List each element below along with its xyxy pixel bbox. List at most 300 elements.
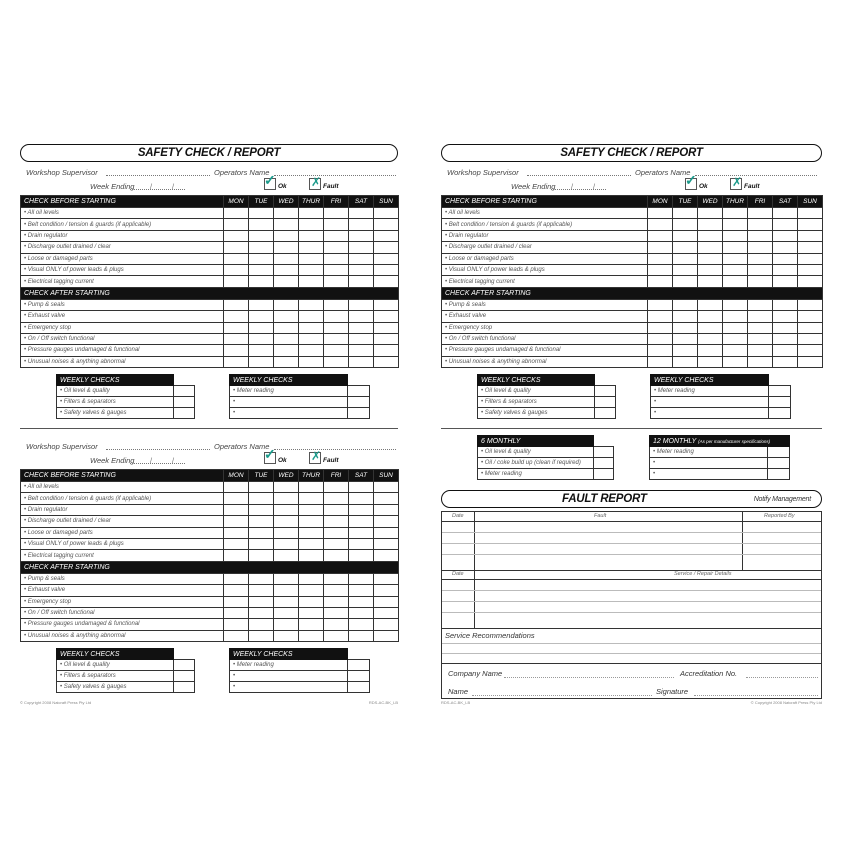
- check-cell[interactable]: [224, 516, 249, 527]
- check-cell[interactable]: [324, 253, 349, 264]
- check-cell[interactable]: [374, 596, 399, 607]
- check-cell[interactable]: [249, 504, 274, 515]
- check-cell[interactable]: [648, 299, 673, 310]
- check-cell[interactable]: [698, 230, 723, 241]
- check-cell[interactable]: [723, 322, 748, 333]
- check-cell[interactable]: [349, 516, 374, 527]
- check-cell[interactable]: [773, 345, 798, 356]
- check-cell[interactable]: [249, 208, 274, 219]
- check-cell[interactable]: [274, 585, 299, 596]
- check-cell[interactable]: [374, 356, 399, 367]
- check-cell[interactable]: [773, 208, 798, 219]
- check-cell[interactable]: [594, 408, 615, 419]
- check-cell[interactable]: [374, 538, 399, 549]
- check-cell[interactable]: [299, 276, 324, 287]
- check-cell[interactable]: [274, 607, 299, 618]
- check-cell[interactable]: [673, 264, 698, 275]
- check-cell[interactable]: [224, 219, 249, 230]
- name-field[interactable]: [472, 695, 652, 696]
- check-cell[interactable]: [299, 630, 324, 641]
- check-cell[interactable]: [773, 242, 798, 253]
- check-cell[interactable]: [224, 573, 249, 584]
- check-cell[interactable]: [224, 264, 249, 275]
- check-cell[interactable]: [349, 208, 374, 219]
- check-cell[interactable]: [274, 573, 299, 584]
- check-cell[interactable]: [349, 253, 374, 264]
- operator-field[interactable]: [695, 175, 817, 176]
- check-cell[interactable]: [349, 230, 374, 241]
- check-cell[interactable]: [768, 447, 790, 458]
- check-cell[interactable]: [673, 276, 698, 287]
- check-cell[interactable]: [798, 345, 823, 356]
- check-cell[interactable]: [299, 345, 324, 356]
- check-cell[interactable]: [349, 356, 374, 367]
- check-cell[interactable]: [299, 311, 324, 322]
- check-cell[interactable]: [773, 333, 798, 344]
- check-cell[interactable]: [349, 619, 374, 630]
- check-cell[interactable]: [648, 345, 673, 356]
- check-cell[interactable]: [374, 630, 399, 641]
- check-cell[interactable]: [773, 253, 798, 264]
- check-cell[interactable]: [324, 538, 349, 549]
- check-cell[interactable]: [224, 482, 249, 493]
- check-cell[interactable]: [648, 322, 673, 333]
- check-cell[interactable]: [798, 253, 823, 264]
- check-cell[interactable]: [349, 550, 374, 561]
- check-cell[interactable]: [274, 242, 299, 253]
- check-cell[interactable]: [748, 345, 773, 356]
- check-cell[interactable]: [274, 264, 299, 275]
- check-cell[interactable]: [349, 482, 374, 493]
- check-cell[interactable]: [299, 322, 324, 333]
- check-cell[interactable]: [324, 208, 349, 219]
- check-cell[interactable]: [224, 585, 249, 596]
- check-cell[interactable]: [299, 253, 324, 264]
- check-cell[interactable]: [594, 447, 614, 458]
- check-cell[interactable]: [249, 322, 274, 333]
- check-cell[interactable]: [173, 408, 194, 419]
- check-cell[interactable]: [299, 607, 324, 618]
- check-cell[interactable]: [748, 356, 773, 367]
- check-cell[interactable]: [299, 619, 324, 630]
- check-cell[interactable]: [224, 242, 249, 253]
- check-cell[interactable]: [274, 493, 299, 504]
- check-cell[interactable]: [324, 619, 349, 630]
- check-cell[interactable]: [698, 253, 723, 264]
- check-cell[interactable]: [274, 550, 299, 561]
- check-cell[interactable]: [374, 619, 399, 630]
- check-cell[interactable]: [723, 276, 748, 287]
- accreditation-field[interactable]: [746, 677, 818, 678]
- check-cell[interactable]: [299, 356, 324, 367]
- check-cell[interactable]: [224, 619, 249, 630]
- check-cell[interactable]: [723, 333, 748, 344]
- check-cell[interactable]: [173, 660, 194, 671]
- check-cell[interactable]: [769, 386, 791, 397]
- check-cell[interactable]: [324, 264, 349, 275]
- check-cell[interactable]: [324, 573, 349, 584]
- check-cell[interactable]: [698, 333, 723, 344]
- check-cell[interactable]: [224, 333, 249, 344]
- check-cell[interactable]: [768, 469, 790, 480]
- check-cell[interactable]: [673, 208, 698, 219]
- check-cell[interactable]: [274, 276, 299, 287]
- check-cell[interactable]: [374, 345, 399, 356]
- check-cell[interactable]: [374, 311, 399, 322]
- check-cell[interactable]: [374, 219, 399, 230]
- check-cell[interactable]: [349, 219, 374, 230]
- check-cell[interactable]: [324, 333, 349, 344]
- check-cell[interactable]: [349, 242, 374, 253]
- check-cell[interactable]: [648, 253, 673, 264]
- check-cell[interactable]: [224, 299, 249, 310]
- check-cell[interactable]: [698, 311, 723, 322]
- check-cell[interactable]: [274, 333, 299, 344]
- check-cell[interactable]: [698, 322, 723, 333]
- check-cell[interactable]: [173, 682, 194, 693]
- check-cell[interactable]: [224, 504, 249, 515]
- check-cell[interactable]: [249, 345, 274, 356]
- check-cell[interactable]: [773, 230, 798, 241]
- check-cell[interactable]: [374, 527, 399, 538]
- check-cell[interactable]: [249, 299, 274, 310]
- check-cell[interactable]: [648, 230, 673, 241]
- check-cell[interactable]: [374, 607, 399, 618]
- check-cell[interactable]: [274, 538, 299, 549]
- check-cell[interactable]: [648, 333, 673, 344]
- check-cell[interactable]: [299, 493, 324, 504]
- check-cell[interactable]: [349, 538, 374, 549]
- check-cell[interactable]: [173, 671, 194, 682]
- check-cell[interactable]: [224, 276, 249, 287]
- check-cell[interactable]: [748, 230, 773, 241]
- check-cell[interactable]: [349, 264, 374, 275]
- check-cell[interactable]: [224, 596, 249, 607]
- check-cell[interactable]: [374, 253, 399, 264]
- week-ending-field[interactable]: [130, 463, 185, 464]
- check-cell[interactable]: [299, 527, 324, 538]
- check-cell[interactable]: [274, 208, 299, 219]
- check-cell[interactable]: [374, 264, 399, 275]
- supervisor-field[interactable]: [527, 175, 631, 176]
- check-cell[interactable]: [224, 253, 249, 264]
- check-cell[interactable]: [274, 527, 299, 538]
- check-cell[interactable]: [249, 573, 274, 584]
- check-cell[interactable]: [723, 311, 748, 322]
- check-cell[interactable]: [274, 230, 299, 241]
- check-cell[interactable]: [324, 345, 349, 356]
- check-cell[interactable]: [299, 596, 324, 607]
- check-cell[interactable]: [224, 311, 249, 322]
- check-cell[interactable]: [324, 219, 349, 230]
- week-ending-field[interactable]: [551, 189, 606, 190]
- check-cell[interactable]: [274, 596, 299, 607]
- check-cell[interactable]: [324, 322, 349, 333]
- check-cell[interactable]: [249, 516, 274, 527]
- check-cell[interactable]: [723, 208, 748, 219]
- check-cell[interactable]: [698, 242, 723, 253]
- check-cell[interactable]: [349, 630, 374, 641]
- check-cell[interactable]: [673, 345, 698, 356]
- check-cell[interactable]: [648, 264, 673, 275]
- check-cell[interactable]: [324, 527, 349, 538]
- check-cell[interactable]: [349, 345, 374, 356]
- check-cell[interactable]: [798, 242, 823, 253]
- check-cell[interactable]: [594, 386, 615, 397]
- check-cell[interactable]: [698, 356, 723, 367]
- check-cell[interactable]: [374, 322, 399, 333]
- check-cell[interactable]: [249, 242, 274, 253]
- check-cell[interactable]: [299, 242, 324, 253]
- check-cell[interactable]: [249, 264, 274, 275]
- check-cell[interactable]: [249, 253, 274, 264]
- check-cell[interactable]: [698, 219, 723, 230]
- supervisor-field[interactable]: [106, 175, 210, 176]
- check-cell[interactable]: [798, 264, 823, 275]
- check-cell[interactable]: [324, 516, 349, 527]
- check-cell[interactable]: [723, 219, 748, 230]
- check-cell[interactable]: [249, 493, 274, 504]
- check-cell[interactable]: [348, 397, 370, 408]
- check-cell[interactable]: [349, 299, 374, 310]
- check-cell[interactable]: [798, 230, 823, 241]
- check-cell[interactable]: [324, 482, 349, 493]
- check-cell[interactable]: [773, 276, 798, 287]
- operator-field[interactable]: [274, 175, 396, 176]
- check-cell[interactable]: [374, 573, 399, 584]
- check-cell[interactable]: [374, 276, 399, 287]
- check-cell[interactable]: [173, 397, 194, 408]
- check-cell[interactable]: [224, 356, 249, 367]
- supervisor-field[interactable]: [106, 449, 210, 450]
- check-cell[interactable]: [349, 276, 374, 287]
- check-cell[interactable]: [374, 516, 399, 527]
- check-cell[interactable]: [798, 299, 823, 310]
- check-cell[interactable]: [723, 253, 748, 264]
- check-cell[interactable]: [673, 242, 698, 253]
- check-cell[interactable]: [249, 482, 274, 493]
- check-cell[interactable]: [748, 208, 773, 219]
- check-cell[interactable]: [673, 230, 698, 241]
- check-cell[interactable]: [249, 596, 274, 607]
- check-cell[interactable]: [274, 322, 299, 333]
- check-cell[interactable]: [299, 299, 324, 310]
- check-cell[interactable]: [274, 630, 299, 641]
- check-cell[interactable]: [324, 607, 349, 618]
- check-cell[interactable]: [698, 345, 723, 356]
- check-cell[interactable]: [224, 607, 249, 618]
- check-cell[interactable]: [324, 585, 349, 596]
- check-cell[interactable]: [648, 219, 673, 230]
- operator-field[interactable]: [274, 449, 396, 450]
- check-cell[interactable]: [698, 264, 723, 275]
- check-cell[interactable]: [274, 619, 299, 630]
- check-cell[interactable]: [798, 333, 823, 344]
- check-cell[interactable]: [249, 538, 274, 549]
- check-cell[interactable]: [748, 219, 773, 230]
- check-cell[interactable]: [648, 311, 673, 322]
- check-cell[interactable]: [594, 458, 614, 469]
- check-cell[interactable]: [224, 493, 249, 504]
- check-cell[interactable]: [348, 671, 370, 682]
- check-cell[interactable]: [673, 322, 698, 333]
- check-cell[interactable]: [324, 596, 349, 607]
- check-cell[interactable]: [798, 219, 823, 230]
- check-cell[interactable]: [349, 322, 374, 333]
- check-cell[interactable]: [224, 550, 249, 561]
- check-cell[interactable]: [249, 527, 274, 538]
- check-cell[interactable]: [349, 311, 374, 322]
- check-cell[interactable]: [349, 585, 374, 596]
- check-cell[interactable]: [773, 299, 798, 310]
- check-cell[interactable]: [299, 550, 324, 561]
- check-cell[interactable]: [324, 230, 349, 241]
- check-cell[interactable]: [768, 458, 790, 469]
- check-cell[interactable]: [748, 299, 773, 310]
- check-cell[interactable]: [348, 660, 370, 671]
- check-cell[interactable]: [673, 356, 698, 367]
- check-cell[interactable]: [299, 504, 324, 515]
- check-cell[interactable]: [274, 311, 299, 322]
- week-ending-field[interactable]: [130, 189, 185, 190]
- check-cell[interactable]: [648, 356, 673, 367]
- check-cell[interactable]: [374, 242, 399, 253]
- check-cell[interactable]: [769, 408, 791, 419]
- check-cell[interactable]: [648, 242, 673, 253]
- check-cell[interactable]: [224, 230, 249, 241]
- check-cell[interactable]: [698, 208, 723, 219]
- check-cell[interactable]: [249, 585, 274, 596]
- check-cell[interactable]: [274, 482, 299, 493]
- check-cell[interactable]: [723, 299, 748, 310]
- check-cell[interactable]: [594, 469, 614, 480]
- check-cell[interactable]: [249, 607, 274, 618]
- check-cell[interactable]: [299, 219, 324, 230]
- check-cell[interactable]: [249, 311, 274, 322]
- check-cell[interactable]: [224, 208, 249, 219]
- check-cell[interactable]: [224, 345, 249, 356]
- check-cell[interactable]: [274, 299, 299, 310]
- check-cell[interactable]: [748, 311, 773, 322]
- check-cell[interactable]: [748, 242, 773, 253]
- check-cell[interactable]: [798, 322, 823, 333]
- check-cell[interactable]: [673, 253, 698, 264]
- check-cell[interactable]: [249, 230, 274, 241]
- check-cell[interactable]: [374, 493, 399, 504]
- check-cell[interactable]: [748, 276, 773, 287]
- check-cell[interactable]: [723, 356, 748, 367]
- check-cell[interactable]: [274, 516, 299, 527]
- check-cell[interactable]: [249, 276, 274, 287]
- check-cell[interactable]: [673, 333, 698, 344]
- check-cell[interactable]: [224, 322, 249, 333]
- check-cell[interactable]: [723, 264, 748, 275]
- check-cell[interactable]: [374, 299, 399, 310]
- check-cell[interactable]: [748, 253, 773, 264]
- check-cell[interactable]: [748, 322, 773, 333]
- check-cell[interactable]: [299, 333, 324, 344]
- check-cell[interactable]: [348, 682, 370, 693]
- check-cell[interactable]: [374, 230, 399, 241]
- check-cell[interactable]: [324, 550, 349, 561]
- check-cell[interactable]: [673, 299, 698, 310]
- check-cell[interactable]: [773, 356, 798, 367]
- check-cell[interactable]: [723, 230, 748, 241]
- check-cell[interactable]: [299, 264, 324, 275]
- check-cell[interactable]: [274, 356, 299, 367]
- check-cell[interactable]: [773, 264, 798, 275]
- check-cell[interactable]: [299, 585, 324, 596]
- check-cell[interactable]: [249, 356, 274, 367]
- check-cell[interactable]: [324, 493, 349, 504]
- check-cell[interactable]: [374, 504, 399, 515]
- check-cell[interactable]: [249, 550, 274, 561]
- check-cell[interactable]: [374, 208, 399, 219]
- check-cell[interactable]: [798, 208, 823, 219]
- check-cell[interactable]: [249, 219, 274, 230]
- check-cell[interactable]: [748, 264, 773, 275]
- check-cell[interactable]: [299, 482, 324, 493]
- check-cell[interactable]: [698, 299, 723, 310]
- check-cell[interactable]: [324, 276, 349, 287]
- check-cell[interactable]: [798, 276, 823, 287]
- check-cell[interactable]: [348, 408, 370, 419]
- check-cell[interactable]: [249, 630, 274, 641]
- check-cell[interactable]: [299, 516, 324, 527]
- check-cell[interactable]: [673, 219, 698, 230]
- check-cell[interactable]: [773, 311, 798, 322]
- check-cell[interactable]: [348, 386, 370, 397]
- check-cell[interactable]: [748, 333, 773, 344]
- check-cell[interactable]: [224, 630, 249, 641]
- check-cell[interactable]: [374, 482, 399, 493]
- check-cell[interactable]: [249, 619, 274, 630]
- check-cell[interactable]: [594, 397, 615, 408]
- check-cell[interactable]: [673, 311, 698, 322]
- check-cell[interactable]: [299, 230, 324, 241]
- signature-field[interactable]: [694, 695, 818, 696]
- check-cell[interactable]: [224, 538, 249, 549]
- check-cell[interactable]: [274, 219, 299, 230]
- check-cell[interactable]: [299, 573, 324, 584]
- check-cell[interactable]: [324, 504, 349, 515]
- check-cell[interactable]: [798, 311, 823, 322]
- check-cell[interactable]: [324, 356, 349, 367]
- check-cell[interactable]: [274, 504, 299, 515]
- check-cell[interactable]: [349, 596, 374, 607]
- check-cell[interactable]: [349, 527, 374, 538]
- check-cell[interactable]: [374, 585, 399, 596]
- check-cell[interactable]: [374, 550, 399, 561]
- check-cell[interactable]: [349, 573, 374, 584]
- check-cell[interactable]: [698, 276, 723, 287]
- check-cell[interactable]: [349, 493, 374, 504]
- check-cell[interactable]: [769, 397, 791, 408]
- company-name-field[interactable]: [504, 677, 674, 678]
- check-cell[interactable]: [324, 299, 349, 310]
- check-cell[interactable]: [299, 208, 324, 219]
- check-cell[interactable]: [798, 356, 823, 367]
- check-cell[interactable]: [224, 527, 249, 538]
- check-cell[interactable]: [324, 311, 349, 322]
- check-cell[interactable]: [299, 538, 324, 549]
- check-cell[interactable]: [349, 607, 374, 618]
- check-cell[interactable]: [324, 630, 349, 641]
- check-cell[interactable]: [374, 333, 399, 344]
- check-cell[interactable]: [723, 242, 748, 253]
- check-cell[interactable]: [723, 345, 748, 356]
- check-cell[interactable]: [249, 333, 274, 344]
